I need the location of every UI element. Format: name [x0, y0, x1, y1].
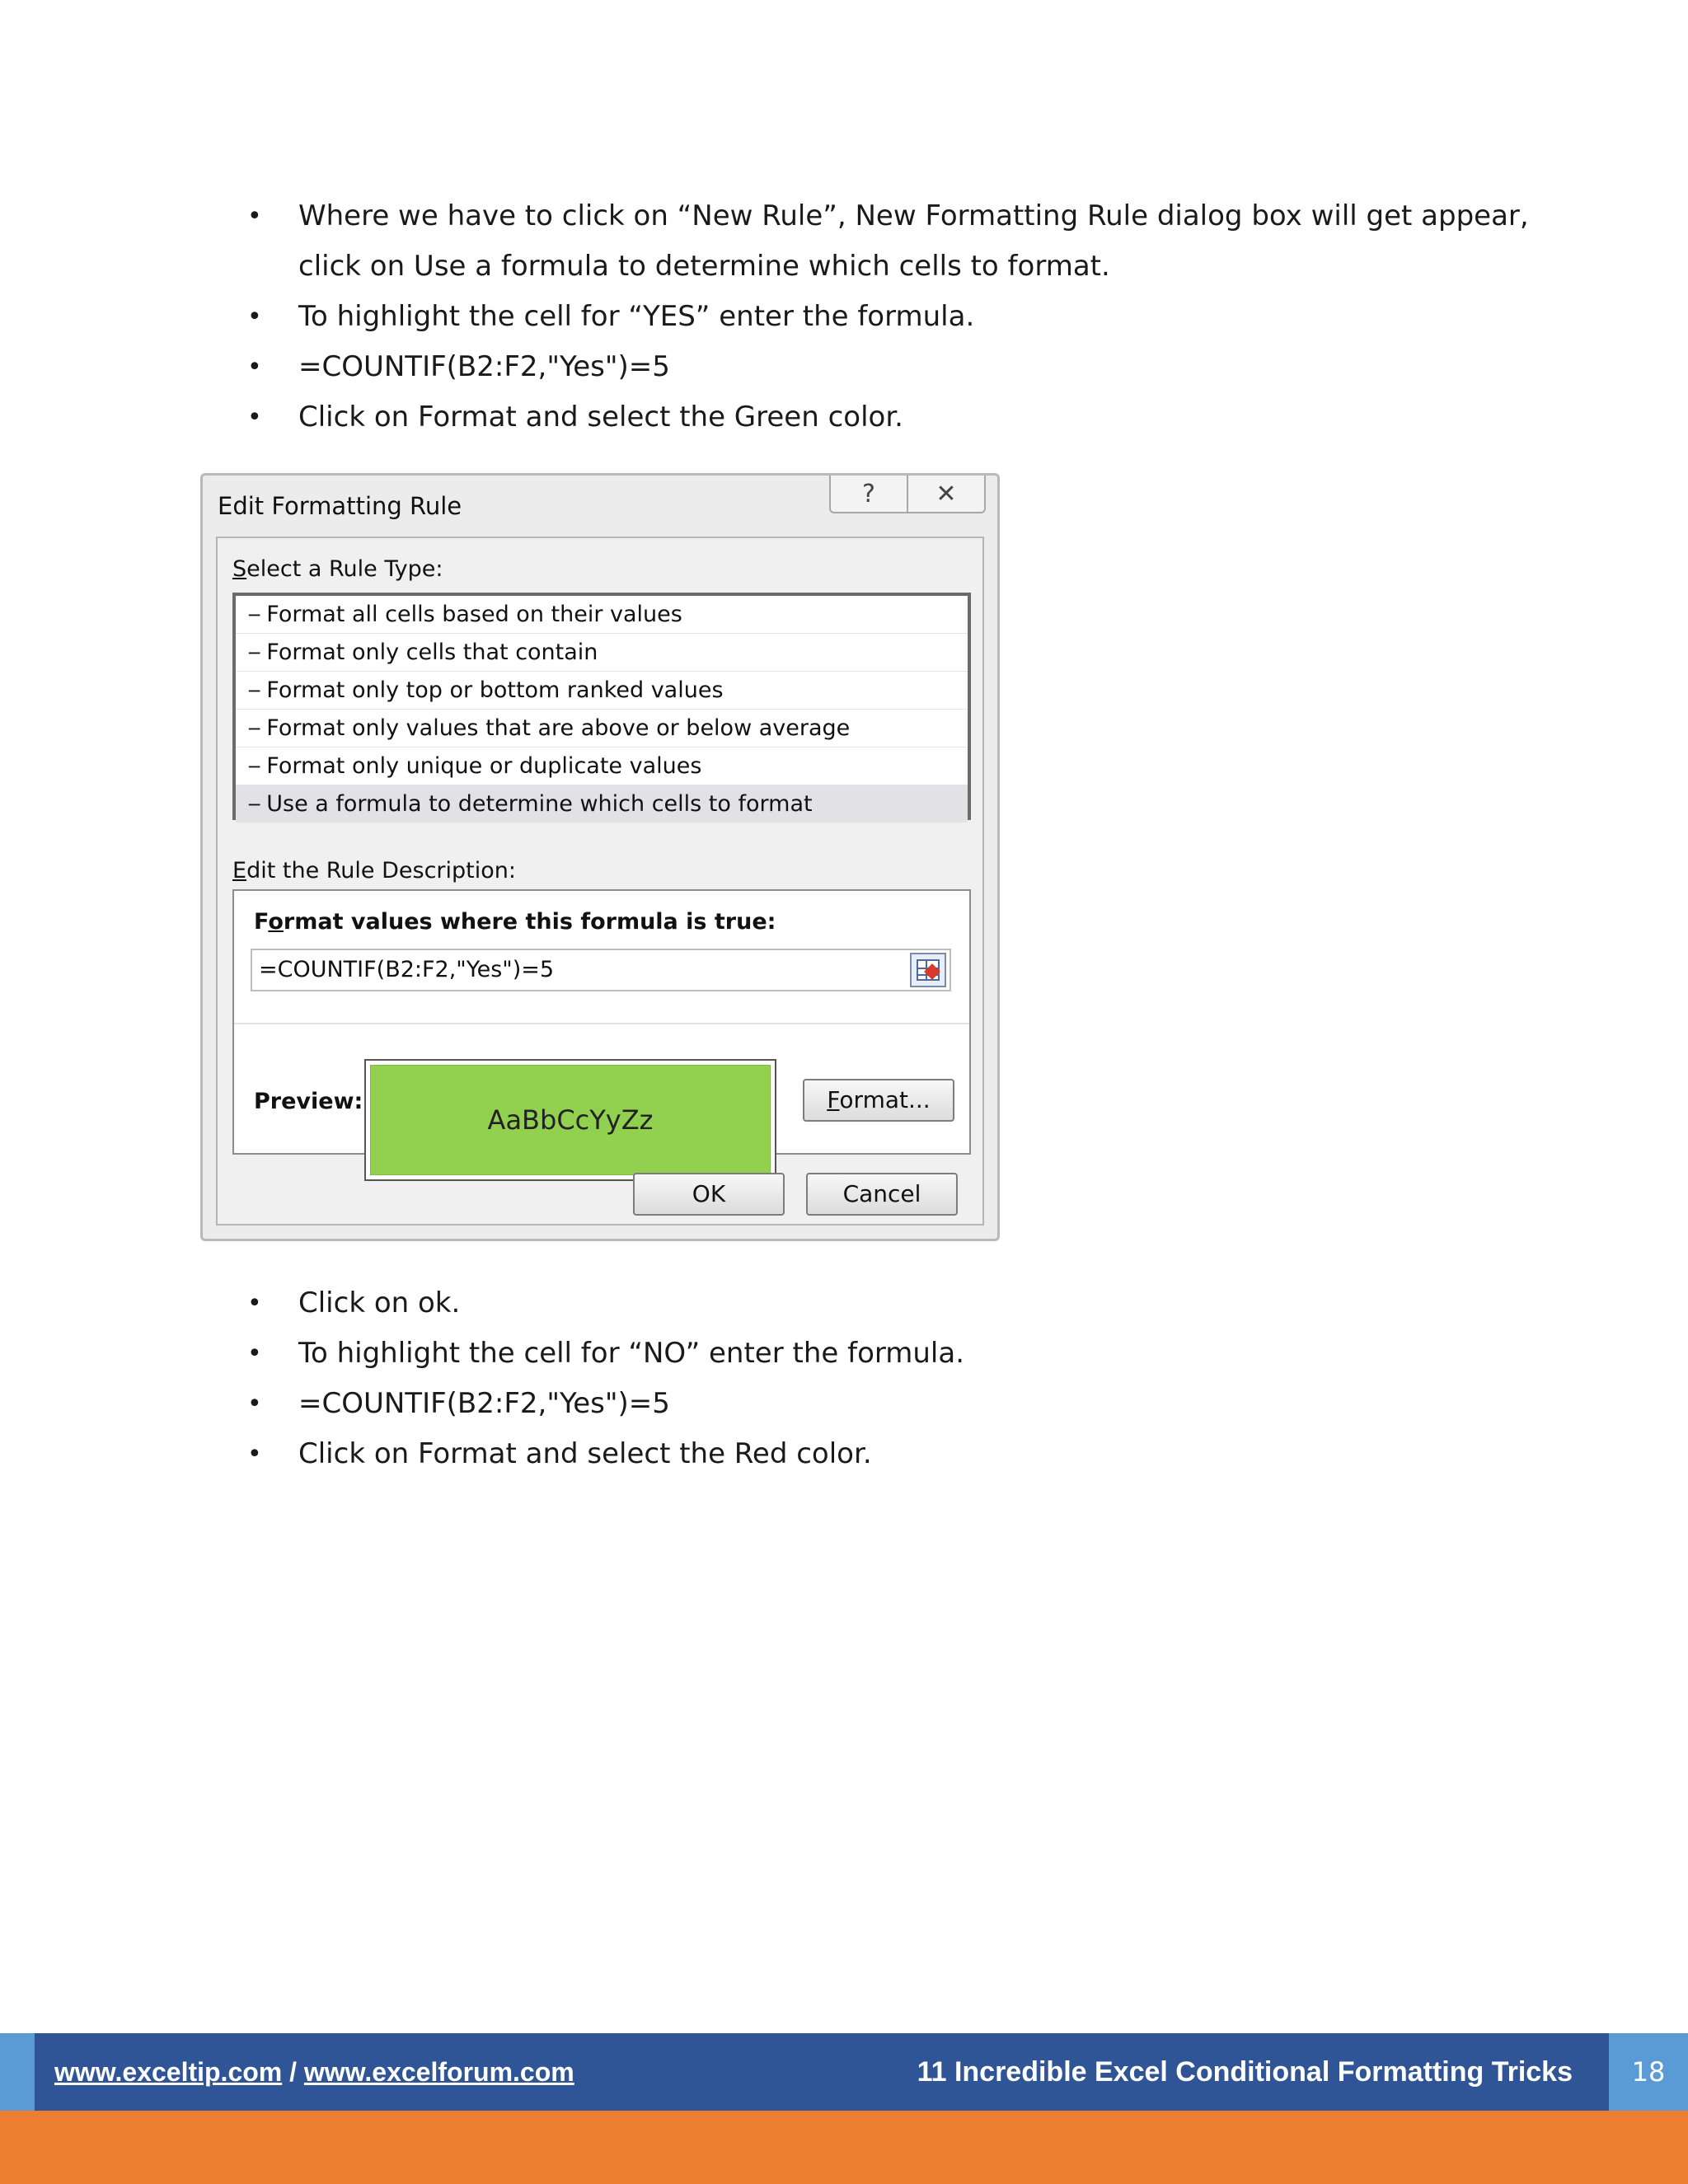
excelforum-link[interactable]: www.excelforum.com [303, 2057, 574, 2087]
format-button[interactable]: Format... [803, 1079, 954, 1122]
title-buttons [829, 476, 986, 513]
list-item: • =COUNTIF(B2:F2,"Yes")=5 [247, 1379, 1535, 1429]
help-icon[interactable]: ? [831, 476, 908, 512]
bullet-icon: • [247, 1289, 262, 1318]
divider [234, 1023, 969, 1024]
instruction-list-top [247, 191, 1535, 443]
cancel-button[interactable]: Cancel [806, 1173, 958, 1216]
list-item: • Where we have to click on “New Rule”, New Formatting Rule dialog box will get appear, click on Use a formula to determine which cells to format. [247, 191, 1535, 292]
page-number: 18 [1609, 2033, 1688, 2111]
rule-type-list[interactable] [232, 593, 971, 820]
bullet-icon: • [247, 403, 262, 432]
rule-type-item[interactable]: ─ Format only cells that contain [236, 634, 968, 672]
close-icon[interactable]: ✕ [935, 479, 957, 509]
list-item: • To highlight the cell for “NO” enter the formula. [247, 1329, 1535, 1379]
rule-type-item[interactable]: ─ Format only values that are above or below average [236, 710, 968, 748]
ok-button[interactable]: OK [633, 1173, 785, 1216]
rule-arrow-icon: ─ [249, 757, 260, 778]
rule-type-item[interactable]: ─ Format only top or bottom ranked values [236, 672, 968, 710]
rule-type-item[interactable]: ─ Format all cells based on their values [236, 596, 968, 634]
rule-type-item[interactable]: ─ Format only unique or duplicate values [236, 748, 968, 785]
bullet-icon: • [247, 1390, 262, 1418]
list-item: • Click on Format and select the Red color. [247, 1429, 1535, 1479]
preview-swatch [364, 1059, 776, 1181]
footer-links: www.exceltip.com / www.excelforum.com [54, 2057, 574, 2087]
rule-arrow-icon: ─ [249, 606, 260, 626]
rule-arrow-icon: ─ [249, 795, 260, 816]
bullet-icon: • [247, 202, 262, 231]
rule-type-label: Select a Rule Type: [232, 556, 443, 582]
footer-accent-bar [0, 2111, 1688, 2184]
footer-edge [0, 2033, 35, 2111]
footer-bar [0, 2033, 1688, 2111]
exceltip-link[interactable]: www.exceltip.com [54, 2057, 283, 2087]
formula-label: Format values where this formula is true: [254, 909, 776, 935]
list-item: • =COUNTIF(B2:F2,"Yes")=5 [247, 342, 1535, 392]
rule-description-label: Edit the Rule Description: [232, 858, 516, 883]
preview-label: Preview: [254, 1089, 363, 1114]
dialog-body [216, 537, 984, 1226]
list-item: • Click on Format and select the Green color. [247, 392, 1535, 443]
rule-type-item-selected[interactable]: ─ Use a formula to determine which cells to format [236, 785, 968, 823]
formula-input[interactable]: =COUNTIF(B2:F2,"Yes")=5 [251, 949, 951, 991]
rule-arrow-icon: ─ [249, 682, 260, 702]
cell-reference-icon[interactable] [910, 953, 946, 987]
list-item: • Click on ok. [247, 1278, 1535, 1329]
bullet-icon: • [247, 353, 262, 382]
dialog-title: Edit Formatting Rule [218, 492, 462, 520]
bullet-icon: • [247, 302, 262, 331]
instruction-list-bottom [247, 1278, 1535, 1479]
rule-description-box [232, 889, 971, 1155]
bullet-icon: • [247, 1339, 262, 1368]
footer-title: 11 Incredible Excel Conditional Formatting Tricks [917, 2056, 1573, 2088]
bullet-icon: • [247, 1440, 262, 1469]
edit-formatting-rule-dialog [200, 473, 1000, 1241]
list-item: • To highlight the cell for “YES” enter the formula. [247, 292, 1535, 342]
rule-arrow-icon: ─ [249, 719, 260, 740]
rule-arrow-icon: ─ [249, 644, 260, 664]
preview-text: AaBbCcYyZz [370, 1065, 771, 1175]
